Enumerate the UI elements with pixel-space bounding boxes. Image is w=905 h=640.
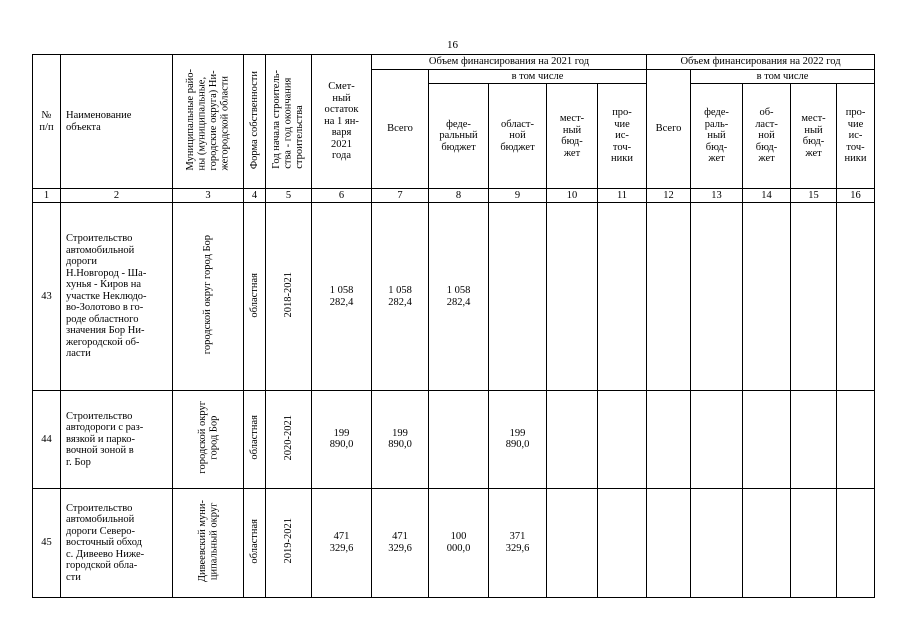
object-name: Строительство автомобильной дороги Н.Новгород - Ша- хунья - Киров на участке Неклюдо- во-Золотово в го- роде областного значения Бор Ни- жегородской об- ласти [61,203,173,391]
column-number: 13 [691,189,743,203]
column-number: 7 [372,189,429,203]
header-years-text: Год начала строитель- ства - год окончания строительства [271,70,306,170]
column-number: 11 [598,189,647,203]
object-name: Строительство автомобильной дороги Северо- восточный обход с. Дивеево Ниже- городской обла- сти [61,488,173,597]
years-cell [266,391,312,489]
header-total-2021: Всего [372,69,429,189]
ownership: областная [248,415,260,461]
financing-table [32,54,875,598]
header-municipality-text: Муниципальные райо- ны (муниципальные, городские округа) Ни- жегородской области [185,69,231,171]
total-2021: 471 329,6 [372,488,429,597]
column-number: 10 [547,189,598,203]
header-balance: Смет- ный остаток на 1 ян- варя 2021 года [312,55,372,189]
local-2021 [547,488,598,597]
construction-years: 2020-2021 [282,414,294,461]
header-regional-2021: област- ной бюджет [489,84,547,189]
column-number: 6 [312,189,372,203]
object-name: Строительство автодороги с раз- вязкой и парко- вочной зоной в г. Бор [61,391,173,489]
column-number: 2 [61,189,173,203]
header-num: № п/п [33,55,61,189]
federal-2022 [691,203,743,391]
estimated-balance: 199 890,0 [312,391,372,489]
header-years [266,55,312,189]
header-ownership-text: Форма собственности [248,70,260,169]
regional-2022 [743,203,791,391]
header-including-2021: в том числе [429,69,647,84]
ownership-cell [244,203,266,391]
regional-2021 [489,203,547,391]
page-number: 16 [447,39,458,51]
other-2022 [837,488,875,597]
total-2022 [647,391,691,489]
column-number: 8 [429,189,489,203]
municipality: городской округ город Бор [202,235,214,355]
header-other-2022: про- чие ис- точ- ники [837,84,875,189]
row-number: 45 [33,488,61,597]
ownership: областная [248,272,260,318]
row-number: 44 [33,391,61,489]
table-row [33,488,875,597]
header-including-2022: в том числе [691,69,875,84]
other-2022 [837,203,875,391]
header-total-2022: Всего [647,69,691,189]
regional-2021: 371 329,6 [489,488,547,597]
regional-2021: 199 890,0 [489,391,547,489]
federal-2021: 100 000,0 [429,488,489,597]
column-number: 5 [266,189,312,203]
years-cell [266,203,312,391]
header-regional-2022: об- ласт- ной бюд- жет [743,84,791,189]
other-2022 [837,391,875,489]
local-2022 [791,488,837,597]
table-row [33,391,875,489]
municipality: Дивеевский муни- ципальный округ [196,500,219,583]
header-municipality [173,55,244,189]
municipality: городской округ город Бор [196,401,219,475]
column-number: 14 [743,189,791,203]
federal-2021: 1 058 282,4 [429,203,489,391]
column-number: 9 [489,189,547,203]
header-object-name: Наименование объекта [61,55,173,189]
column-number: 12 [647,189,691,203]
column-number: 1 [33,189,61,203]
local-2022 [791,203,837,391]
regional-2022 [743,488,791,597]
header-financing-2021: Объем финансирования на 2021 год [372,55,647,70]
ownership-cell [244,391,266,489]
header-ownership [244,55,266,189]
local-2022 [791,391,837,489]
other-2021 [598,488,647,597]
row-number: 43 [33,203,61,391]
total-2022 [647,488,691,597]
ownership-cell [244,488,266,597]
local-2021 [547,203,598,391]
header-other-2021: про- чие ис- точ- ники [598,84,647,189]
other-2021 [598,391,647,489]
header-financing-2022: Объем финансирования на 2022 год [647,55,875,70]
estimated-balance: 1 058 282,4 [312,203,372,391]
ownership: областная [248,518,260,564]
total-2022 [647,203,691,391]
construction-years: 2018-2021 [282,272,294,318]
federal-2021 [429,391,489,489]
total-2021: 199 890,0 [372,391,429,489]
municipality-cell [173,391,244,489]
column-number: 4 [244,189,266,203]
column-number: 3 [173,189,244,203]
estimated-balance: 471 329,6 [312,488,372,597]
federal-2022 [691,391,743,489]
header-federal-2022: феде- раль- ный бюд- жет [691,84,743,189]
years-cell [266,488,312,597]
table-row [33,203,875,391]
regional-2022 [743,391,791,489]
header-local-2022: мест- ный бюд- жет [791,84,837,189]
header-local-2021: мест- ный бюд- жет [547,84,598,189]
municipality-cell [173,203,244,391]
column-number: 16 [837,189,875,203]
other-2021 [598,203,647,391]
federal-2022 [691,488,743,597]
total-2021: 1 058 282,4 [372,203,429,391]
construction-years: 2019-2021 [282,518,294,564]
municipality-cell [173,488,244,597]
column-number: 15 [791,189,837,203]
header-federal-2021: феде- ральный бюджет [429,84,489,189]
local-2021 [547,391,598,489]
column-numbers-row [33,189,875,203]
